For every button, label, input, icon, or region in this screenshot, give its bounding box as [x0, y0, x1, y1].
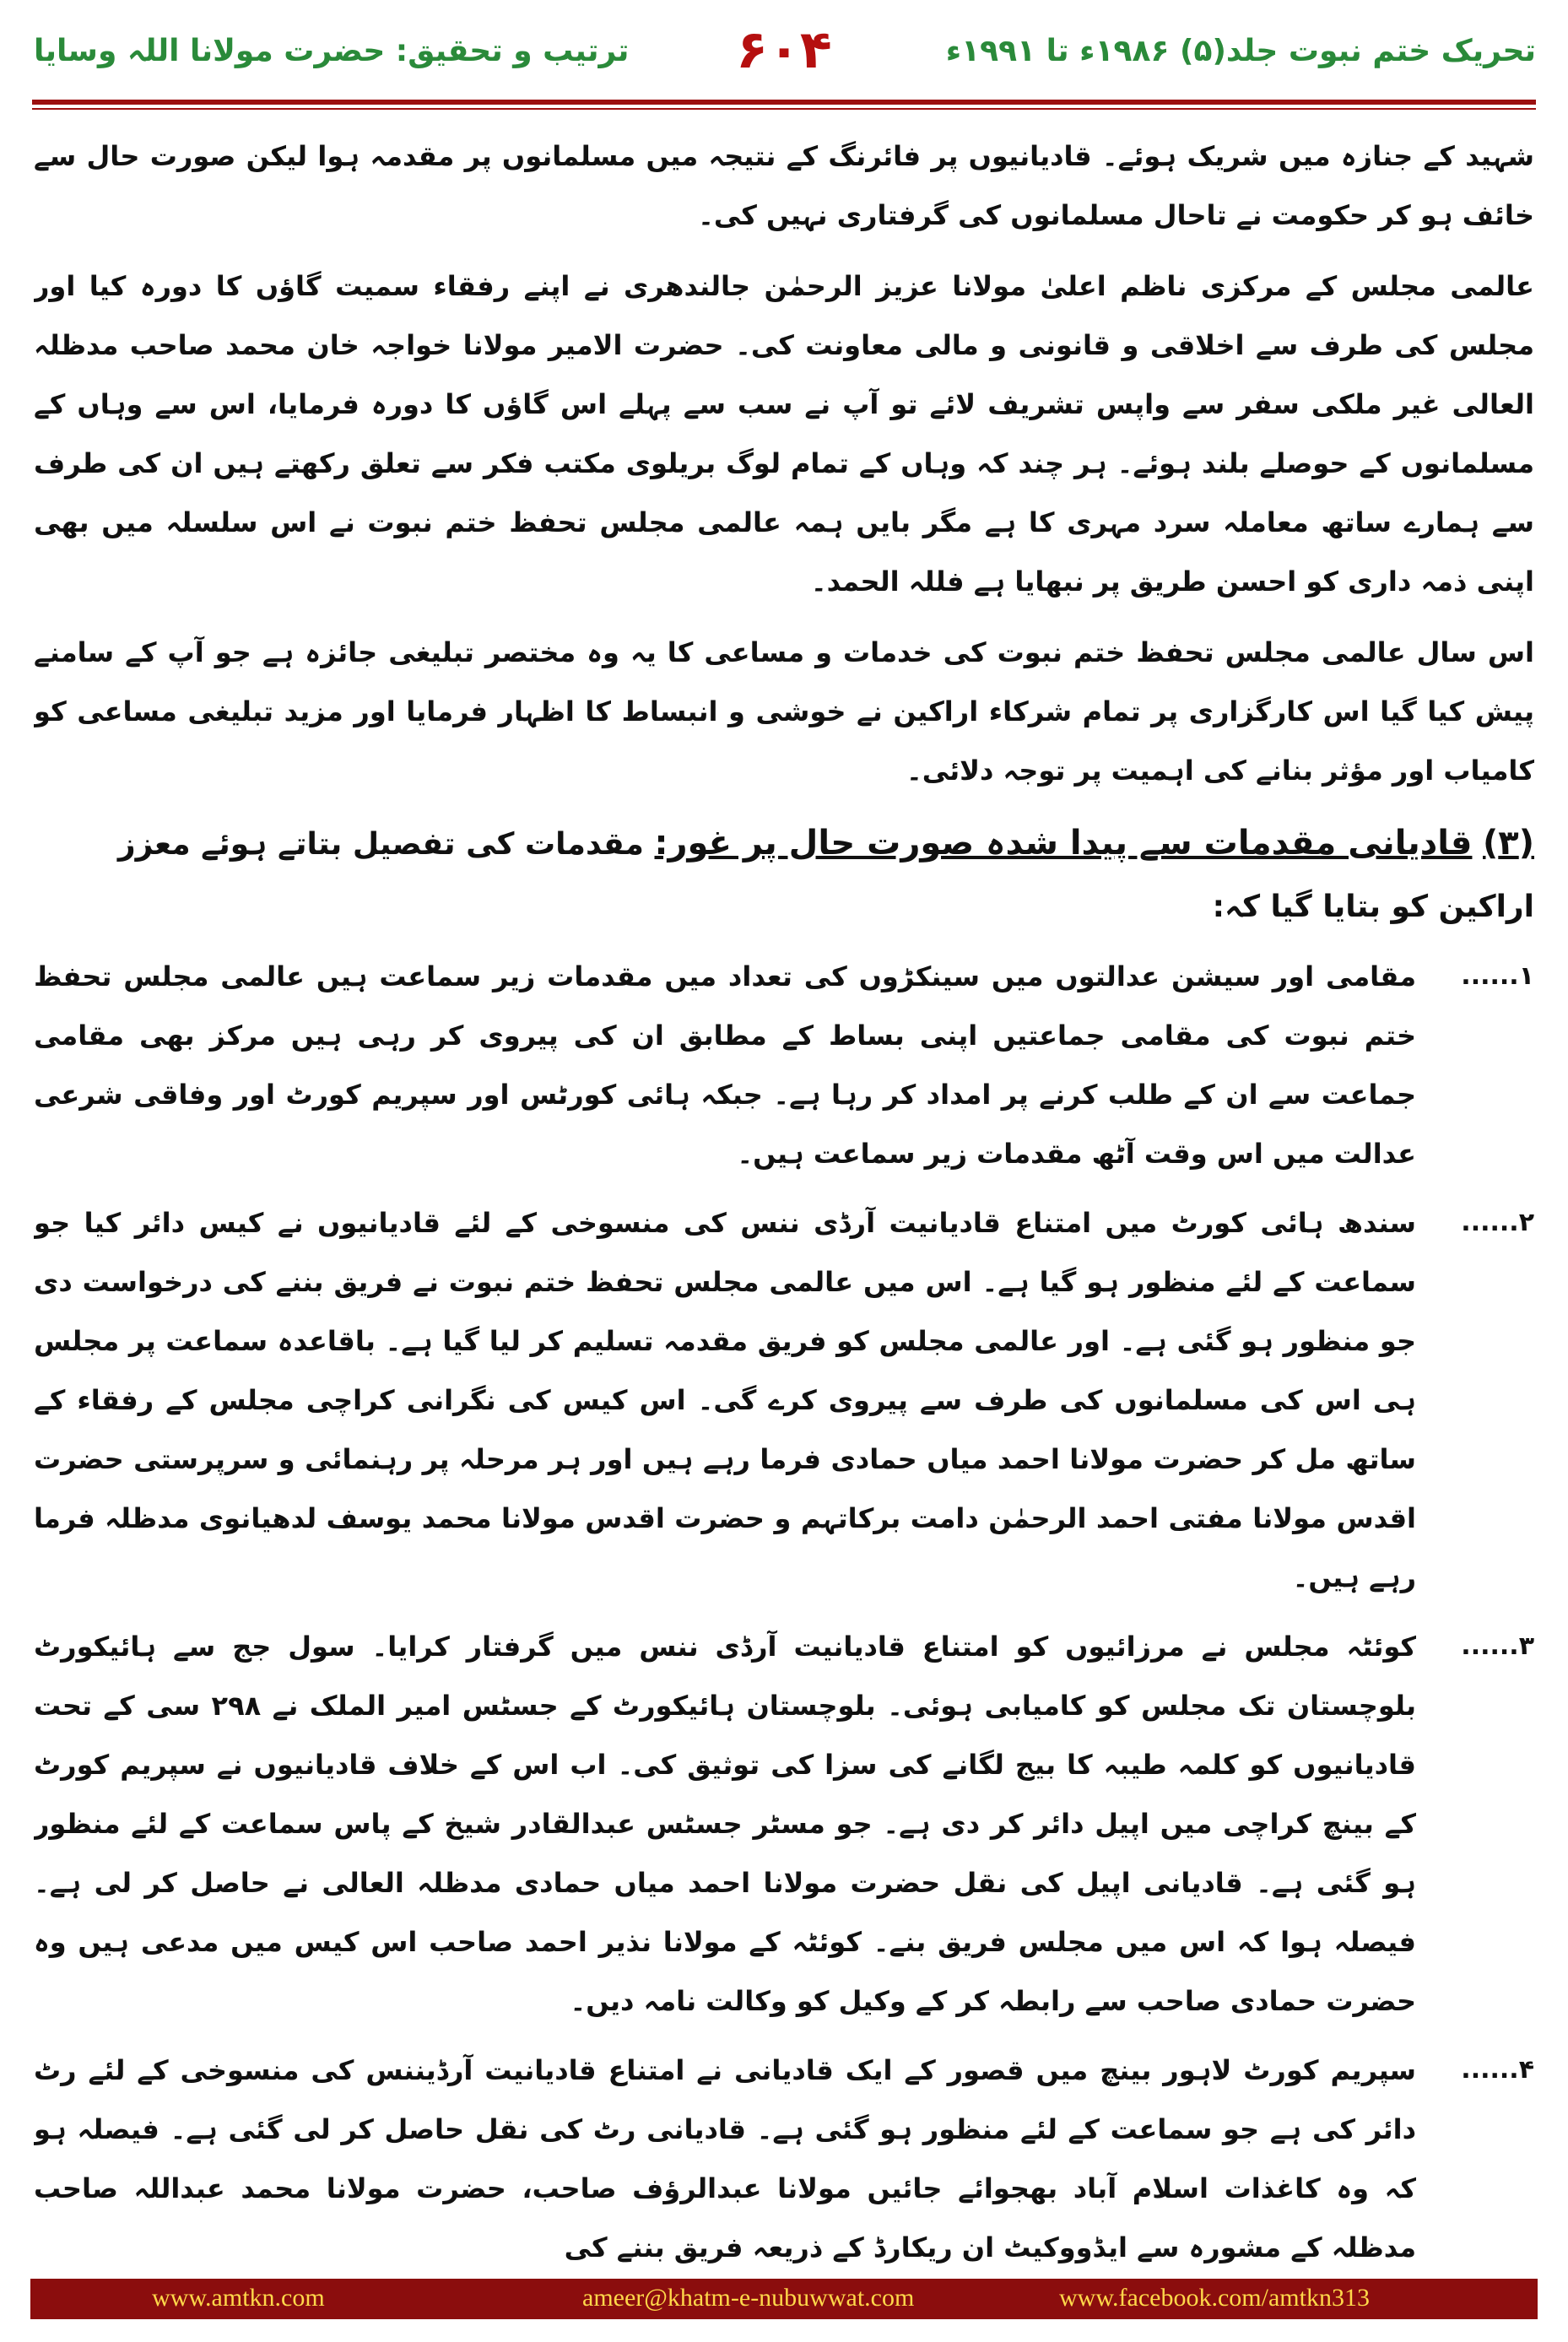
- page-header: [0, 0, 1568, 114]
- section-intro: مقدمات کی تفصیل بتاتے ہوئے معزز اراکین کو بتایا گیا کہ:: [117, 827, 1534, 924]
- list-item: [34, 1617, 1534, 2031]
- list-item: [34, 947, 1534, 1183]
- item-number: ۲......: [1461, 1208, 1534, 1237]
- email-link[interactable]: ameer@khatm-e-nubuwwat.com: [582, 2284, 915, 2312]
- item-text: سندھ ہائی کورٹ میں امتناع قادیانیت آرڈی ننس کی منسوخی کے لئے قادیانیوں نے کیس دائر کیا جو سماعت کے لئے منظور ہو گیا ہے۔ اس میں عالمی مجلس تحفظ ختم نبوت نے فریق بننے کی درخواست دی جو منظور ہو گئی ہے۔ اور عالمی مجلس کو فریق مقدمہ تسلیم کر لیا گیا ہے۔ باقاعدہ سماعت پر مجلس ہی اس کی مسلمانوں کی طرف سے پیروی کرے گی۔ اس کیس کی نگرانی کراچی مجلس کے رفقاء کے ساتھ مل کر حضرت مولانا احمد میاں حمادی فرما رہے ہیں اور ہر مرحلہ پر رہنمائی و سرپرستی حضرت اقدس مولانا مفتی احمد الرحمٰن دامت برکاتہم و حضرت اقدس مولانا محمد یوسف لدھیانوی مدظلہ فرما رہے ہیں۔: [34, 1207, 1416, 1593]
- item-text: مقامی اور سیشن عدالتوں میں سینکڑوں کی تعداد میں مقدمات زیر سماعت ہیں عالمی مجلس تحفظ ختم نبوت کی مقامی جماعتیں اپنی بساط کے مطابق ان کی پیروی کر رہی ہیں مرکز بھی مقامی جماعت سے ان کے طلب کرنے پر امداد کر رہا ہے۔ جبکہ ہائی کورٹس اور سپریم کورٹ اور وفاقی شرعی عدالت میں اس وقت آٹھ مقدمات زیر سماعت ہیں۔: [34, 960, 1416, 1170]
- page-number: ۶۰۴: [736, 19, 832, 80]
- header-rule-thin: [32, 108, 1536, 110]
- item-text: کوئٹہ مجلس نے مرزائیوں کو امتناع قادیانیت آرڈی ننس میں گرفتار کرایا۔ سول جج سے ہائیکورٹ بلوچستان تک مجلس کو کامیابی ہوئی۔ بلوچستان ہائیکورٹ کے جسٹس امیر الملک نے ۲۹۸ سی کے تحت قادیانیوں کو کلمہ طیبہ کا بیج لگانے کی سزا کی توثیق کی۔ اب اس کے خلاف قادیانیوں نے سپریم کورٹ کے بینچ کراچی میں اپیل دائر کر دی ہے۔ جو مسٹر جسٹس عبدالقادر شیخ کے پاس سماعت کے لئے منظور ہو گئی ہے۔ قادیانی اپیل کی نقل حضرت مولانا احمد میاں حمادی مدظلہ العالی نے حاصل کر لی ہے۔ فیصلہ ہوا کہ اس میں مجلس فریق بنے۔ کوئٹہ کے مولانا نذیر احمد صاحب اس کیس میں مدعی ہیں وہ حضرت حمادی صاحب سے رابطہ کر کے وکیل کو وکالت نامہ دیں۔: [34, 1631, 1417, 2017]
- book-title: تحریک ختم نبوت جلد(۵) ۱۹۸۶ء تا ۱۹۹۱ء: [945, 34, 1536, 68]
- list-item: [34, 1193, 1534, 1607]
- item-number: ۴......: [1461, 2055, 1534, 2085]
- section-number: (۳): [1483, 824, 1534, 863]
- header-rule: [32, 100, 1536, 105]
- item-text: سپریم کورٹ لاہور بینچ میں قصور کے ایک قادیانی نے امتناع قادیانیت آرڈیننس کی منسوخی کے لئے رٹ دائر کی ہے جو سماعت کے لئے منظور ہو گئی ہے۔ قادیانی رٹ کی نقل حاصل کر لی گئی ہے۔ فیصلہ ہو کہ وہ کاغذات اسلام آباد بھجوائے جائیں مولانا عبدالرؤف صاحب، حضرت مولانا محمد عبداللہ صاحب مدظلہ کے مشورہ سے ایڈووکیٹ ان ریکارڈ کے ذریعہ فریق بننے کی: [34, 2054, 1417, 2264]
- page-body: [34, 127, 1534, 2270]
- facebook-link[interactable]: www.facebook.com/amtkn313: [1059, 2284, 1370, 2312]
- item-number: ۱......: [1461, 961, 1534, 991]
- item-number: ۳......: [1461, 1631, 1534, 1661]
- paragraph-1: شہید کے جنازہ میں شریک ہوئے۔ قادیانیوں پر فائرنگ کے نتیجہ میں مسلمانوں پر مقدمہ ہوا لیکن صورت حال سے خائف ہو کر حکومت نے تاحال مسلمانوں کی گرفتاری نہیں کی۔: [34, 140, 1534, 231]
- section-heading: [34, 812, 1534, 938]
- section-title: قادیانی مقدمات سے پیدا شدہ صورت حال پر غور:: [654, 824, 1473, 863]
- paragraph-3: اس سال عالمی مجلس تحفظ ختم نبوت کی خدمات و مساعی کا یہ وہ مختصر تبلیغی جائزہ ہے جو آپ کے سامنے پیش کیا گیا اس کارگزاری پر تمام شرکاء اراکین نے خوشی و انبساط کا اظہار فرمایا اور مزید تبلیغی مساعی کو کامیاب اور مؤثر بنانے کی اہمیت پر توجہ دلائی۔: [34, 636, 1534, 787]
- website-link[interactable]: www.amtkn.com: [152, 2284, 325, 2312]
- paragraph-2: عالمی مجلس کے مرکزی ناظم اعلیٰ مولانا عزیز الرحمٰن جالندھری نے اپنے رفقاء سمیت گاؤں کا دورہ کیا اور مجلس کی طرف سے اخلاقی و قانونی و مالی معاونت کی۔ حضرت الامیر مولانا خواجہ خان محمد صاحب مدظلہ العالی غیر ملکی سفر سے واپس تشریف لائے تو آپ نے سب سے پہلے اس گاؤں کا دورہ فرمایا، اس سے وہاں کے مسلمانوں کے حوصلے بلند ہوئے۔ ہر چند کہ وہاں کے تمام لوگ بریلوی مکتب فکر سے تعلق رکھتے ہیں ان کی طرف سے ہمارے ساتھ معاملہ سرد مہری کا ہے مگر بایں ہمہ عالمی مجلس تحفظ ختم نبوت نے اس سلسلہ میں بھی اپنی ذمہ داری کو احسن طریق پر نبھایا ہے فللہ الحمد۔: [34, 270, 1534, 598]
- page-footer: [0, 2279, 1568, 2342]
- list-item: [34, 2041, 1534, 2270]
- compiler-credit: ترتیب و تحقیق: حضرت مولانا اللہ وسایا: [34, 34, 630, 68]
